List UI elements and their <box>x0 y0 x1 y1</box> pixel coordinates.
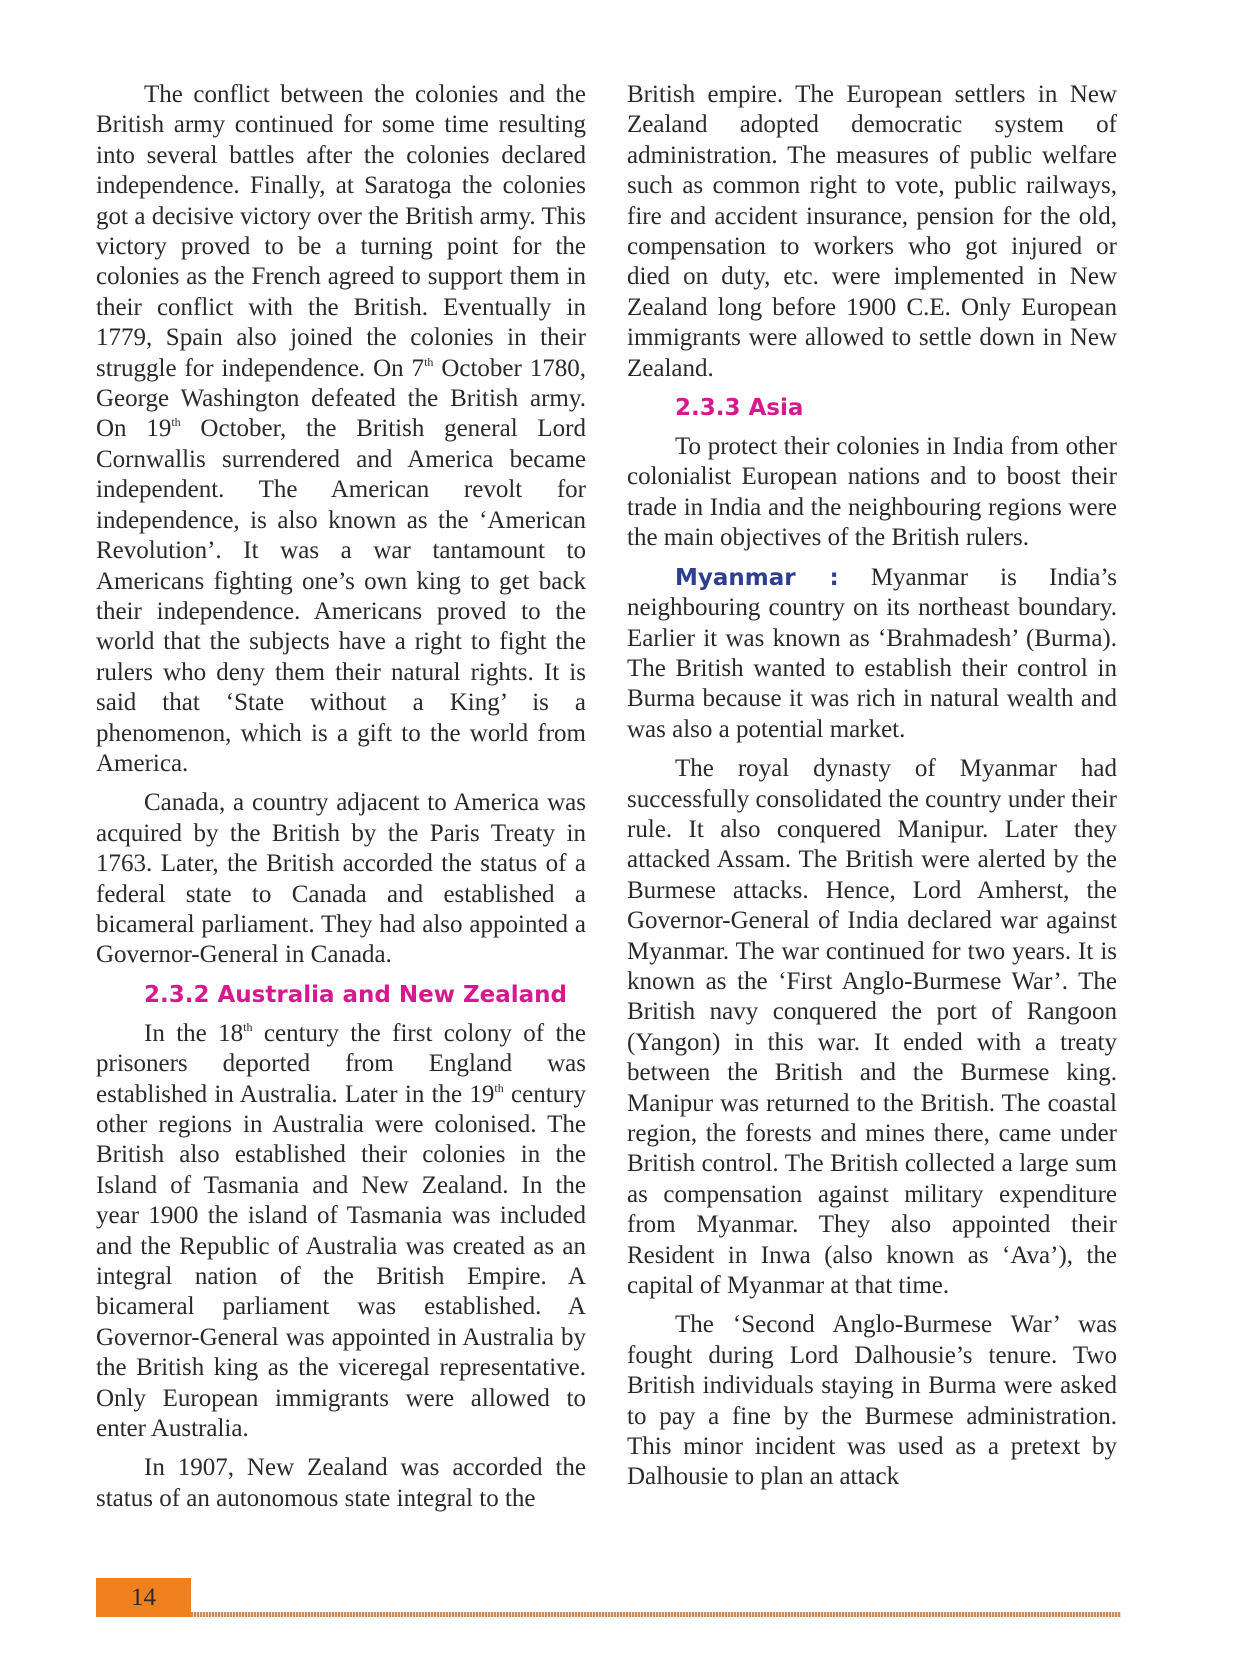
paragraph-first-anglo-burmese-war: The royal dynasty of Myanmar had successfully consolidated the country under their rule. It also conquered Manipur. Later they attacked Assam. The British were alerted by the Burmese attacks. Hence, Lord Amherst, the Governor-General of India declared war against Myanmar. The war continued for two years. It is known as the ‘First Anglo-Burmese War’. The British navy conquered the port of Rangoon (Yangon) in this war. It ended with a treaty between the British and the Burmese king. Manipur was returned to the British. The coastal region, the forests and mines there, came under British control. The British collected a large sum as compensation against military expenditure from Myanmar. They also appointed their Resident in Inwa (also known as ‘Ava’), the capital of Myanmar at that time. <box>627 755 1117 1300</box>
paragraph-myanmar: Myanmar : Myanmar is India’s neighbouring country on its northeast boundary. Earlier it was known as ‘Brahmadesh’ (Burma). The British wanted to establish their control in Burma because it was rich in natural wealth and was also a potential market. <box>627 563 1117 743</box>
paragraph-second-anglo-burmese-war: The ‘Second Anglo-Burmese War’ was fought during Lord Dalhousie’s tenure. Two British individuals staying in Burma were asked to pay a fine by the Burmese administration. This minor incident was used as a pretext by Dalhousie to plan an attack <box>627 1311 1117 1491</box>
left-column <box>96 80 586 1523</box>
myanmar-keyword: Myanmar : <box>675 564 839 591</box>
page-number: 14 <box>131 1583 156 1611</box>
paragraph-asia-objectives: To protect their colonies in India from other colonialist European nations and to boost their trade in India and the neighbouring regions were the main objectives of the British rulers. <box>627 433 1117 552</box>
paragraph-american-revolution: The conflict between the colonies and the British army continued for some time resulting into several battles after the colonies declared independence. Finally, at Saratoga the colonies got a decisive victory over the British army. This victory proved to be a turning point for the colonies as the French agreed to support them in their conflict with the British. Eventually in 1779, Spain also joined the colonies in their struggle for independence. On 7th October 1780, George Washington defeated the British army. On 19th October, the British general Lord Cornwallis surrendered and America became independent. The American revolt for independence, is also known as the ‘American Revolution’. It was a war tantamount to Americans fighting one’s own king to get back their independence. Americans proved to the world that the subjects have a right to fight the rulers who deny them their natural rights. It is said that ‘State without a King’ is a phenomenon, which is a gift to the world from America. <box>96 81 587 777</box>
paragraph-australia: In the 18th century the first colony of the prisoners deported from England was established in Australia. Later in the 19th century other regions in Australia were colonised. The British also established their colonies in the Island of Tasmania and New Zealand. In the year 1900 the island of Tasmania was included and the Republic of Australia was created as an integral nation of the British Empire. A bicameral parliament was established. A Governor-General was appointed in Australia by the British king as the viceregal representative. Only European immigrants were allowed to enter Australia. <box>96 1019 587 1443</box>
page-number-box <box>96 1578 191 1617</box>
section-heading-australia-new-zealand: 2.3.2 Australia and New Zealand <box>144 981 568 1008</box>
paragraph-new-zealand-start: In 1907, New Zealand was accorded the status of an autonomous state integral to the <box>96 1454 586 1512</box>
paragraph-new-zealand-continued: British empire. The European settlers in New Zealand adopted democratic system of administration. The measures of public welfare such as common right to vote, public railways, fire and accident insurance, pension for the old, compensation to workers who got injured or died on duty, etc. were implemented in New Zealand long before 1900 C.E. Only European immigrants were allowed to settle down in New Zealand. <box>627 81 1117 382</box>
paragraph-canada: Canada, a country adjacent to America was acquired by the British by the Paris Treaty in 1763. Later, the British accorded the status of a federal state to Canada and established a bicameral parliament. They had also appointed a Governor-General in Canada. <box>96 789 586 969</box>
footer-rule <box>191 1612 1121 1617</box>
right-column <box>627 80 1117 1502</box>
section-heading-asia: 2.3.3 Asia <box>675 395 804 422</box>
